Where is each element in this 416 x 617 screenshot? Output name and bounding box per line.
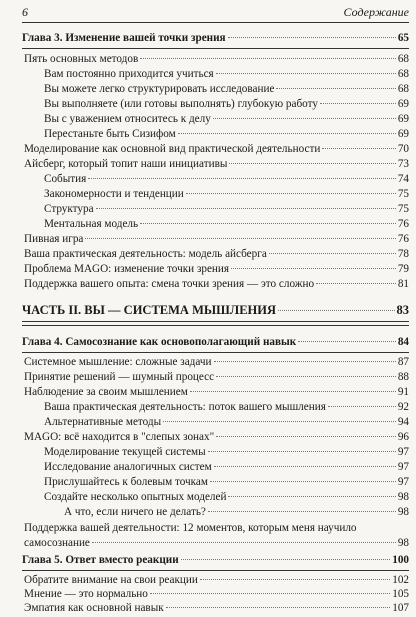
- page-ref: 68: [397, 53, 409, 65]
- entry-title: Принятие решений — шумный процесс: [24, 371, 215, 383]
- toc-entry: [22, 173, 409, 186]
- toc-entry: [22, 233, 409, 246]
- entry-title: Прислушайтесь к болевым точкам: [44, 476, 208, 488]
- page-ref: 74: [397, 173, 409, 185]
- entry-title: Альтернативные методы: [44, 416, 162, 428]
- page-ref: 98: [397, 506, 409, 518]
- entry-title: Исследование аналогичных систем: [44, 461, 212, 473]
- page-ref: 98: [397, 491, 409, 503]
- page-ref: 96: [397, 431, 409, 443]
- entry-title: Проблема MAGO: изменение точки зрения: [24, 263, 230, 275]
- page-ref: 105: [392, 588, 409, 600]
- page-ref: 69: [397, 128, 409, 140]
- chapter-4-heading: [22, 336, 409, 353]
- part-divider: [22, 321, 409, 326]
- page-ref: 84: [397, 336, 409, 348]
- part-2-heading: [22, 304, 409, 317]
- chapter-title: Глава 3. Изменение вашей точки зрения: [22, 32, 226, 44]
- toc-entry: [22, 98, 409, 111]
- entry-title: MAGO: всё находится в "слепых зонах": [24, 431, 215, 443]
- part-title: ЧАСТЬ II. ВЫ — СИСТЕМА МЫШЛЕНИЯ: [22, 304, 276, 317]
- entry-title: Создайте несколько опытных моделей: [44, 491, 227, 503]
- page-ref: 69: [397, 113, 409, 125]
- entry-title: А что, если ничего не делать?: [64, 506, 206, 518]
- toc-entry: [22, 158, 409, 171]
- entry-title: самосознание: [24, 537, 90, 549]
- page-ref: 97: [397, 446, 409, 458]
- entry-title: Перестаньте быть Сизифом: [44, 128, 176, 140]
- page-ref: 94: [397, 416, 409, 428]
- entry-title: Вам постоянно приходится учиться: [44, 68, 214, 80]
- page-ref: 78: [397, 248, 409, 260]
- toc-entry: [22, 143, 409, 156]
- page-ref: 87: [397, 356, 409, 368]
- chapter-title: Глава 4. Самосознание как основополагающий навык: [22, 336, 297, 348]
- page-ref: 76: [397, 218, 409, 230]
- toc-entry: [22, 401, 409, 414]
- page-ref: 102: [392, 574, 409, 586]
- toc-entry: [22, 218, 409, 231]
- page-ref: 75: [397, 188, 409, 200]
- toc-entry: [22, 128, 409, 141]
- entry-title: Системное мышление: сложные задачи: [24, 356, 212, 368]
- chapter-5-heading: [22, 554, 409, 571]
- page-ref: 83: [396, 303, 409, 317]
- running-title: Содержание: [343, 5, 409, 19]
- page-ref: 107: [392, 602, 409, 614]
- chapter-title: Глава 5. Ответ вместо реакции: [22, 554, 179, 566]
- toc-entry: [22, 113, 409, 126]
- page-ref: 73: [397, 158, 409, 170]
- entry-title: Закономерности и тенденции: [44, 188, 184, 200]
- page-ref: 68: [397, 68, 409, 80]
- entry-title: Моделирование текущей системы: [44, 446, 206, 458]
- entry-title: Вы с уважением относитесь к делу: [44, 113, 211, 125]
- page-ref: 91: [397, 386, 409, 398]
- toc-entry: [22, 263, 409, 276]
- entry-title: События: [44, 173, 87, 185]
- entry-title: Вы можете легко структурировать исследование: [44, 83, 275, 95]
- entry-title: Моделирование как основной вид практической деятельности: [24, 143, 321, 155]
- toc-entry-line1: Поддержка вашей деятельности: 12 моментов, которым меня научило: [24, 522, 357, 534]
- page-ref: 81: [397, 278, 409, 290]
- page-ref: 88: [397, 371, 409, 383]
- entry-title: Мнение — это нормально: [24, 588, 148, 600]
- entry-title: Обратите внимание на свои реакции: [24, 574, 198, 586]
- toc-entry: [22, 476, 409, 489]
- chapter-3-heading: [22, 32, 409, 49]
- toc-entry: [22, 356, 409, 369]
- toc-entry: [22, 371, 409, 384]
- toc-entry: [22, 461, 409, 474]
- toc-entry: [22, 506, 409, 519]
- page-ref: 100: [392, 554, 409, 566]
- toc-entry: [22, 602, 409, 615]
- page-ref: 97: [397, 461, 409, 473]
- toc-entry: [22, 574, 409, 587]
- entry-title: Структура: [44, 203, 94, 215]
- toc-entry: [22, 188, 409, 201]
- entry-title: Пивная игра: [24, 233, 84, 245]
- entry-title: Пять основных методов: [24, 53, 139, 65]
- toc-entry: [22, 53, 409, 66]
- page-header: [22, 4, 409, 23]
- page-ref: 70: [397, 143, 409, 155]
- page-ref: 75: [397, 203, 409, 215]
- entry-title: Айсберг, который топит наши инициативы: [24, 158, 228, 170]
- page-ref: 79: [397, 263, 409, 275]
- toc-entry: [22, 416, 409, 429]
- entry-title: Эмпатия как основной навык: [24, 602, 164, 614]
- page-ref: 76: [397, 233, 409, 245]
- toc-entry: [22, 537, 409, 550]
- toc-entry: [22, 491, 409, 504]
- page-ref: 65: [397, 32, 409, 44]
- page-number: 6: [22, 5, 28, 19]
- toc-entry: [22, 68, 409, 81]
- toc-entry: [22, 83, 409, 96]
- toc-page: [22, 0, 409, 617]
- toc-entry: [22, 446, 409, 459]
- entry-title: Поддержка вашего опыта: смена точки зрения — это сложно: [24, 278, 315, 290]
- entry-title: Ваша практическая деятельность: поток вашего мышления: [44, 401, 326, 413]
- page-ref: 68: [397, 83, 409, 95]
- toc-entry: [22, 203, 409, 216]
- toc-entry: [22, 588, 409, 601]
- page-ref: 98: [397, 537, 409, 549]
- entry-title: Ментальная модель: [44, 218, 139, 230]
- entry-title: Ваша практическая деятельность: модель айсберга: [24, 248, 267, 260]
- entry-title: Наблюдение за своим мышлением: [24, 386, 188, 398]
- toc-entry: [22, 248, 409, 261]
- entry-title: Вы выполняете (или готовы выполнять) глубокую работу: [44, 98, 318, 110]
- page-ref: 69: [397, 98, 409, 110]
- toc-entry: [22, 386, 409, 399]
- page-ref: 92: [397, 401, 409, 413]
- toc-entry: [22, 278, 409, 291]
- toc-entry: [22, 431, 409, 444]
- page-ref: 97: [397, 476, 409, 488]
